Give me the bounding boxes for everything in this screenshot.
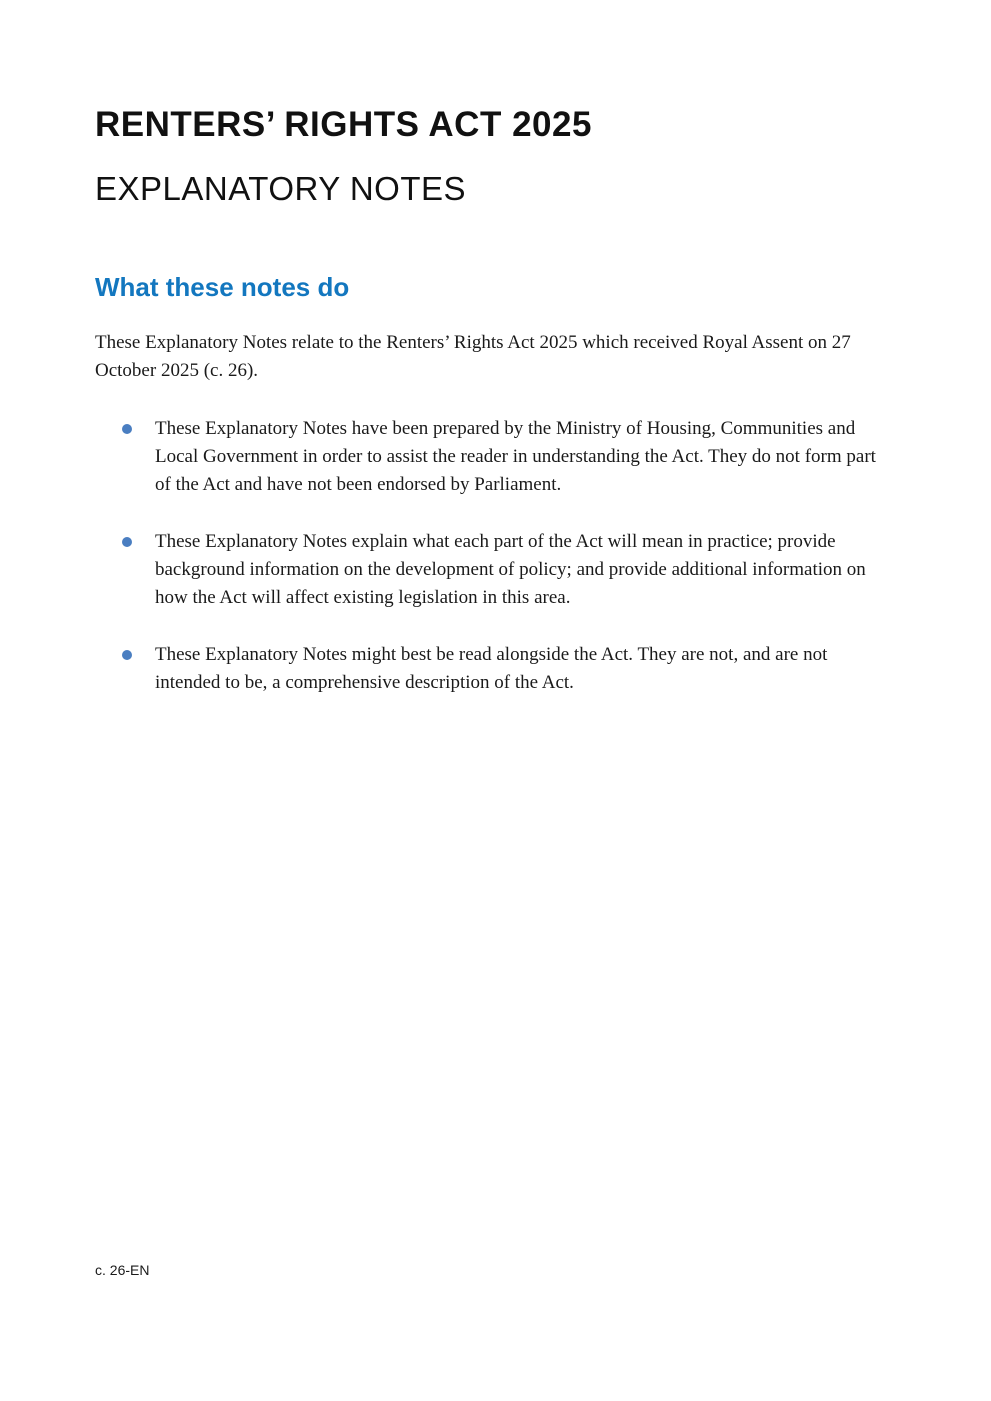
- bullet-icon: [122, 650, 132, 660]
- list-item: [95, 415, 896, 499]
- document-title: RENTERS’ RIGHTS ACT 2025: [95, 105, 592, 144]
- document-subtitle: EXPLANATORY NOTES: [95, 169, 467, 207]
- bullet-icon: [122, 424, 132, 434]
- bullet-icon: [122, 537, 132, 547]
- bullet-text: These Explanatory Notes might best be read alongside the Act. They are not, and are not intended to be, a comprehensive description of the Act.: [155, 644, 828, 694]
- intro-paragraph: These Explanatory Notes relate to the Renters’ Rights Act 2025 which received Royal Assent on 27 October 2025 (c. 26).: [95, 332, 851, 382]
- section-heading: What these notes do: [95, 271, 350, 302]
- list-item: [95, 641, 896, 697]
- bullet-text: These Explanatory Notes explain what each part of the Act will mean in practice; provide background information on the development of policy; and provide additional information on how the Act will affect existing legislation in this area.: [155, 531, 866, 609]
- document-content: [95, 0, 896, 726]
- footer-reference: c. 26-EN: [95, 1262, 150, 1278]
- bullet-list: [95, 415, 896, 697]
- list-item: [95, 528, 896, 612]
- bullet-text: These Explanatory Notes have been prepared by the Ministry of Housing, Communities and Local Government in order to assist the reader in understanding the Act. They do not form part of the Act and have not been endorsed by Parliament.: [155, 418, 876, 496]
